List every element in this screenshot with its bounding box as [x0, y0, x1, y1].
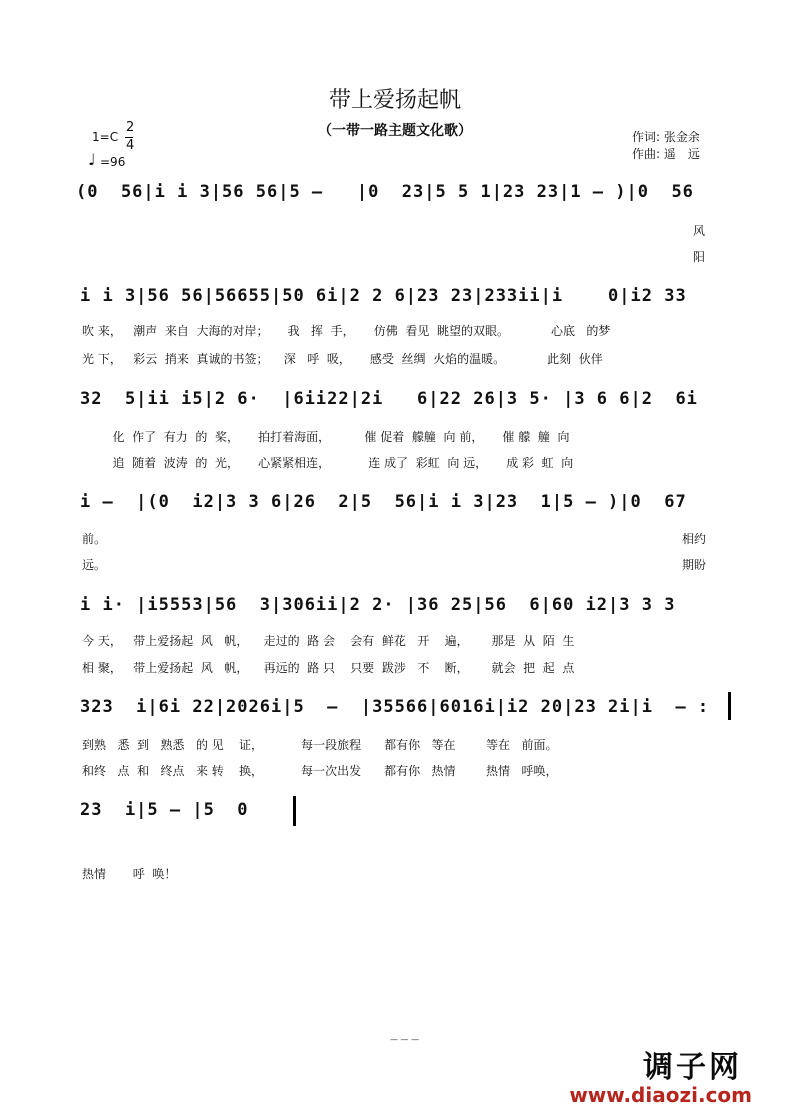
site-logo: 调子网 — [643, 1050, 742, 1085]
lyric-line-2: 阳 — [693, 250, 706, 264]
lyric-line-1: 到熟 悉 到 熟悉 的 见 证， 每一段旅程 都有你 等在 等在 前面。 — [82, 738, 558, 752]
time-signature-top: 2 — [126, 120, 135, 135]
lyric-line-1: 化 作了 有力 的 桨， 拍打着海面， 催 促着 艨艟 向 前， 催 艨 艟 向 — [82, 430, 570, 444]
lyric-line-2: 光 下， 彩云 捎来 真诚的书签； 深 呼 吸， 感受 丝绸 火焰的温暖。 此刻 伙伴 — [82, 352, 603, 366]
lyric-line-1: 吹 来， 潮声 来自 大海的对岸； 我 挥 手， 仿佛 看见 眺望的双眼。 心底 的梦 — [82, 324, 611, 338]
lyric-line-2: 远。 — [82, 558, 107, 572]
lyric-line-1: 今 天， 带上爱扬起 风 帆， 走过的 路 会 会有 鲜花 开 遍， 那是 从 陌 生 — [82, 634, 575, 648]
lyric-line-1: 前。 — [82, 532, 107, 546]
notation-line: 323 i|6i 22|2026i|5 – |35566|6016i|i2 20|23 2i|i – : — [80, 697, 710, 717]
notation-line: i i· |i5553|56 3|306ii|2 2· |36 25|56 6|60 i2|3 3 3 — [80, 595, 676, 615]
score-title: 带上爱扬起帆 — [328, 88, 461, 113]
notation-line: i – |(0 i2|3 3 6|26 2|5 56|i i 3|23 1|5 – )|0 67 — [80, 492, 687, 512]
lyric-right-2: 期盼 — [682, 558, 707, 572]
composer-credit: 作曲: 遥 远 — [632, 147, 700, 161]
time-signature-bottom: 4 — [126, 138, 135, 153]
lyricist-credit: 作词: 张金余 — [632, 130, 700, 144]
lyric-line-2: 相 聚， 带上爱扬起 风 帆， 再远的 路 只 只要 跋涉 不 断， 就会 把 起 点 — [82, 661, 575, 675]
page-mark: — — — — [390, 1035, 420, 1044]
key-signature: 1=C — [92, 130, 119, 144]
notation-line: i i 3|56 56|56655|50 6i|2 2 6|23 23|233ii|i 0|i2 33 — [80, 286, 687, 306]
quarter-note-icon: ♩ — [88, 150, 96, 169]
site-url: www.diaozi.com — [569, 1083, 752, 1107]
final-barline — [728, 692, 731, 720]
lyric-right-1: 相约 — [682, 532, 707, 546]
notation-line: (0 56|i i 3|56 56|5 – |0 23|5 5 1|23 23|1 – )|0 56 — [76, 182, 694, 202]
score-subtitle: （一带一路主题文化歌） — [318, 123, 472, 139]
end-barline — [293, 796, 296, 826]
lyric-line-1: 风 — [693, 224, 706, 238]
tempo-mark: =96 — [100, 155, 126, 169]
lyric-line-2: 追 随着 波涛 的 光， 心紧紧相连， 连 成了 彩虹 向 远， 成 彩 虹 向 — [82, 456, 574, 470]
lyric-line-ending: 热情 呼 唤！ — [82, 867, 177, 881]
notation-line: 23 i|5 – |5 0 — [80, 800, 249, 820]
notation-line: 32 5|ii i5|2 6· |6ii22|2i 6|22 26|3 5· |3 6 6|2 6i — [80, 389, 698, 409]
lyric-line-2: 和终 点 和 终点 来 转 换， 每一次出发 都有你 热情 热情 呼唤， — [82, 764, 558, 778]
